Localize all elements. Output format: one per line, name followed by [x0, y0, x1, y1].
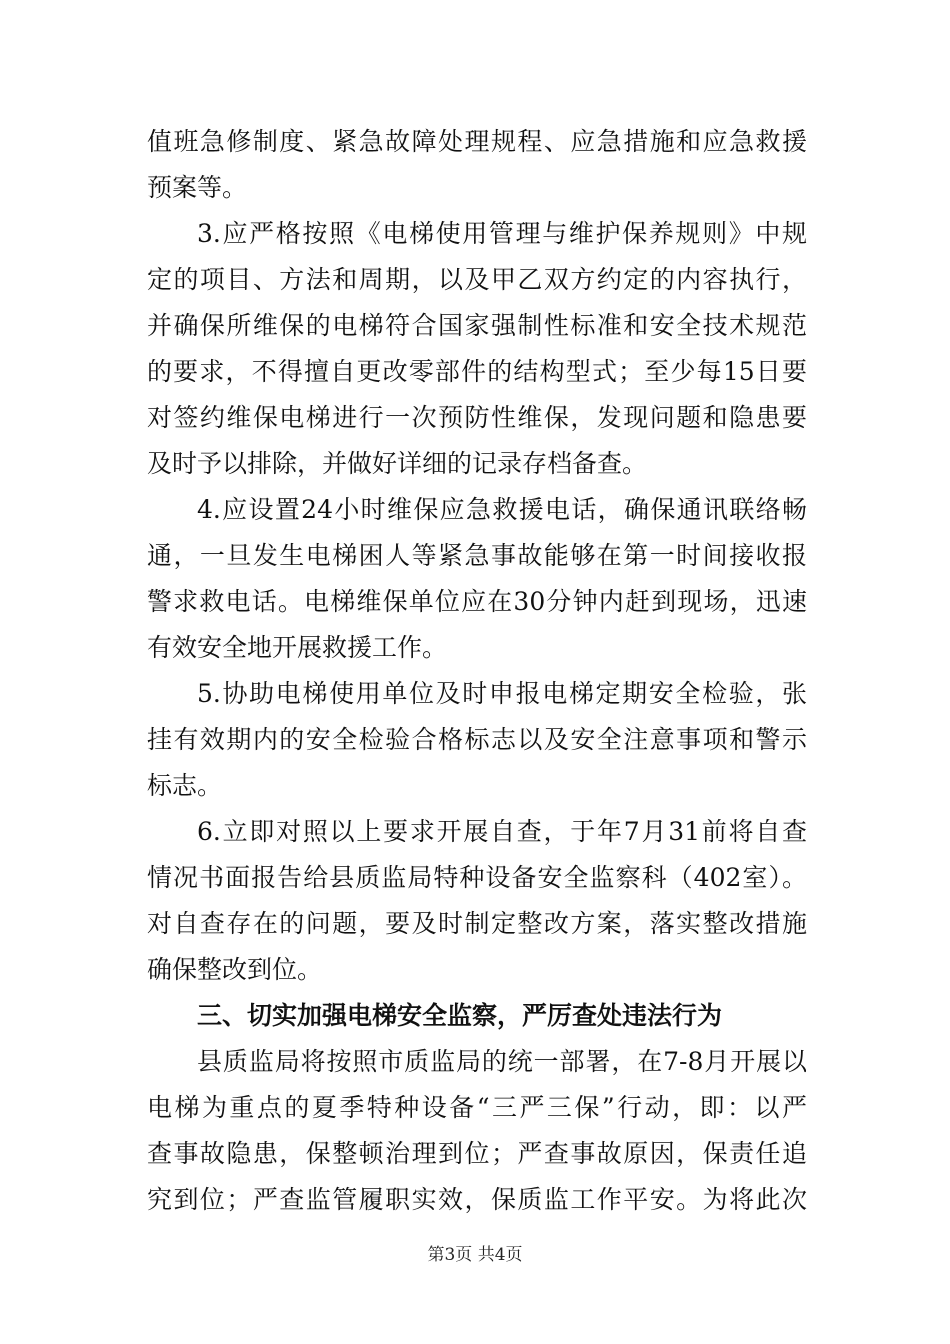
item-5-line-3: 标志。 — [147, 771, 223, 800]
item-6-line-3: 对自查存在的问题，要及时制定整改方案，落实整改措施 — [147, 909, 807, 938]
section-3-line-1: 县质监局将按照市质监局的统一部署，在7-8月开展以 — [197, 1047, 807, 1076]
section-3-line-2: 电梯为重点的夏季特种设备“三严三保”行动，即：以严 — [147, 1093, 807, 1122]
body-line-1: 值班急修制度、紧急故障处理规程、应急措施和应急救援 — [147, 127, 807, 156]
item-4-line-2: 通，一旦发生电梯困人等紧急事故能够在第一时间接收报 — [147, 541, 807, 570]
item-6-line-1: 6.立即对照以上要求开展自查，于年7月31前将自查 — [197, 817, 807, 846]
item-4-line-1: 4.应设置24小时维保应急救援电话，确保通讯联络畅 — [197, 495, 807, 524]
item-3-line-5: 对签约维保电梯进行一次预防性维保，发现问题和隐患要 — [147, 403, 807, 432]
item-3-line-2: 定的项目、方法和周期，以及甲乙双方约定的内容执行， — [147, 265, 807, 294]
item-5-line-2: 挂有效期内的安全检验合格标志以及安全注意事项和警示 — [147, 725, 807, 754]
item-4-line-4: 有效安全地开展救援工作。 — [147, 633, 448, 662]
item-3-line-6: 及时予以排除，并做好详细的记录存档备查。 — [147, 449, 648, 478]
section-3-line-4: 究到位；严查监管履职实效，保质监工作平安。为将此次 — [147, 1185, 807, 1214]
section-3-line-3: 查事故隐患，保整顿治理到位；严查事故原因，保责任追 — [147, 1139, 807, 1168]
item-3-line-4: 的要求，不得擅自更改零部件的结构型式；至少每15日要 — [147, 357, 807, 386]
body-line-2: 预案等。 — [147, 173, 248, 202]
item-6-line-2: 情况书面报告给县质监局特种设备安全监察科（402室）。 — [147, 863, 807, 892]
item-4-line-3: 警求救电话。电梯维保单位应在30分钟内赶到现场，迅速 — [147, 587, 807, 616]
page-footer: 第3页 共4页 — [427, 1245, 523, 1265]
item-5-line-1: 5.协助电梯使用单位及时申报电梯定期安全检验，张 — [197, 679, 807, 708]
item-3-line-3: 并确保所维保的电梯符合国家强制性标准和安全技术规范 — [147, 311, 807, 340]
item-6-line-4: 确保整改到位。 — [147, 955, 323, 984]
item-3-line-1: 3.应严格按照《电梯使用管理与维护保养规则》中规 — [197, 219, 807, 248]
section-heading: 三、切实加强电梯安全监察，严厉查处违法行为 — [197, 1001, 723, 1030]
